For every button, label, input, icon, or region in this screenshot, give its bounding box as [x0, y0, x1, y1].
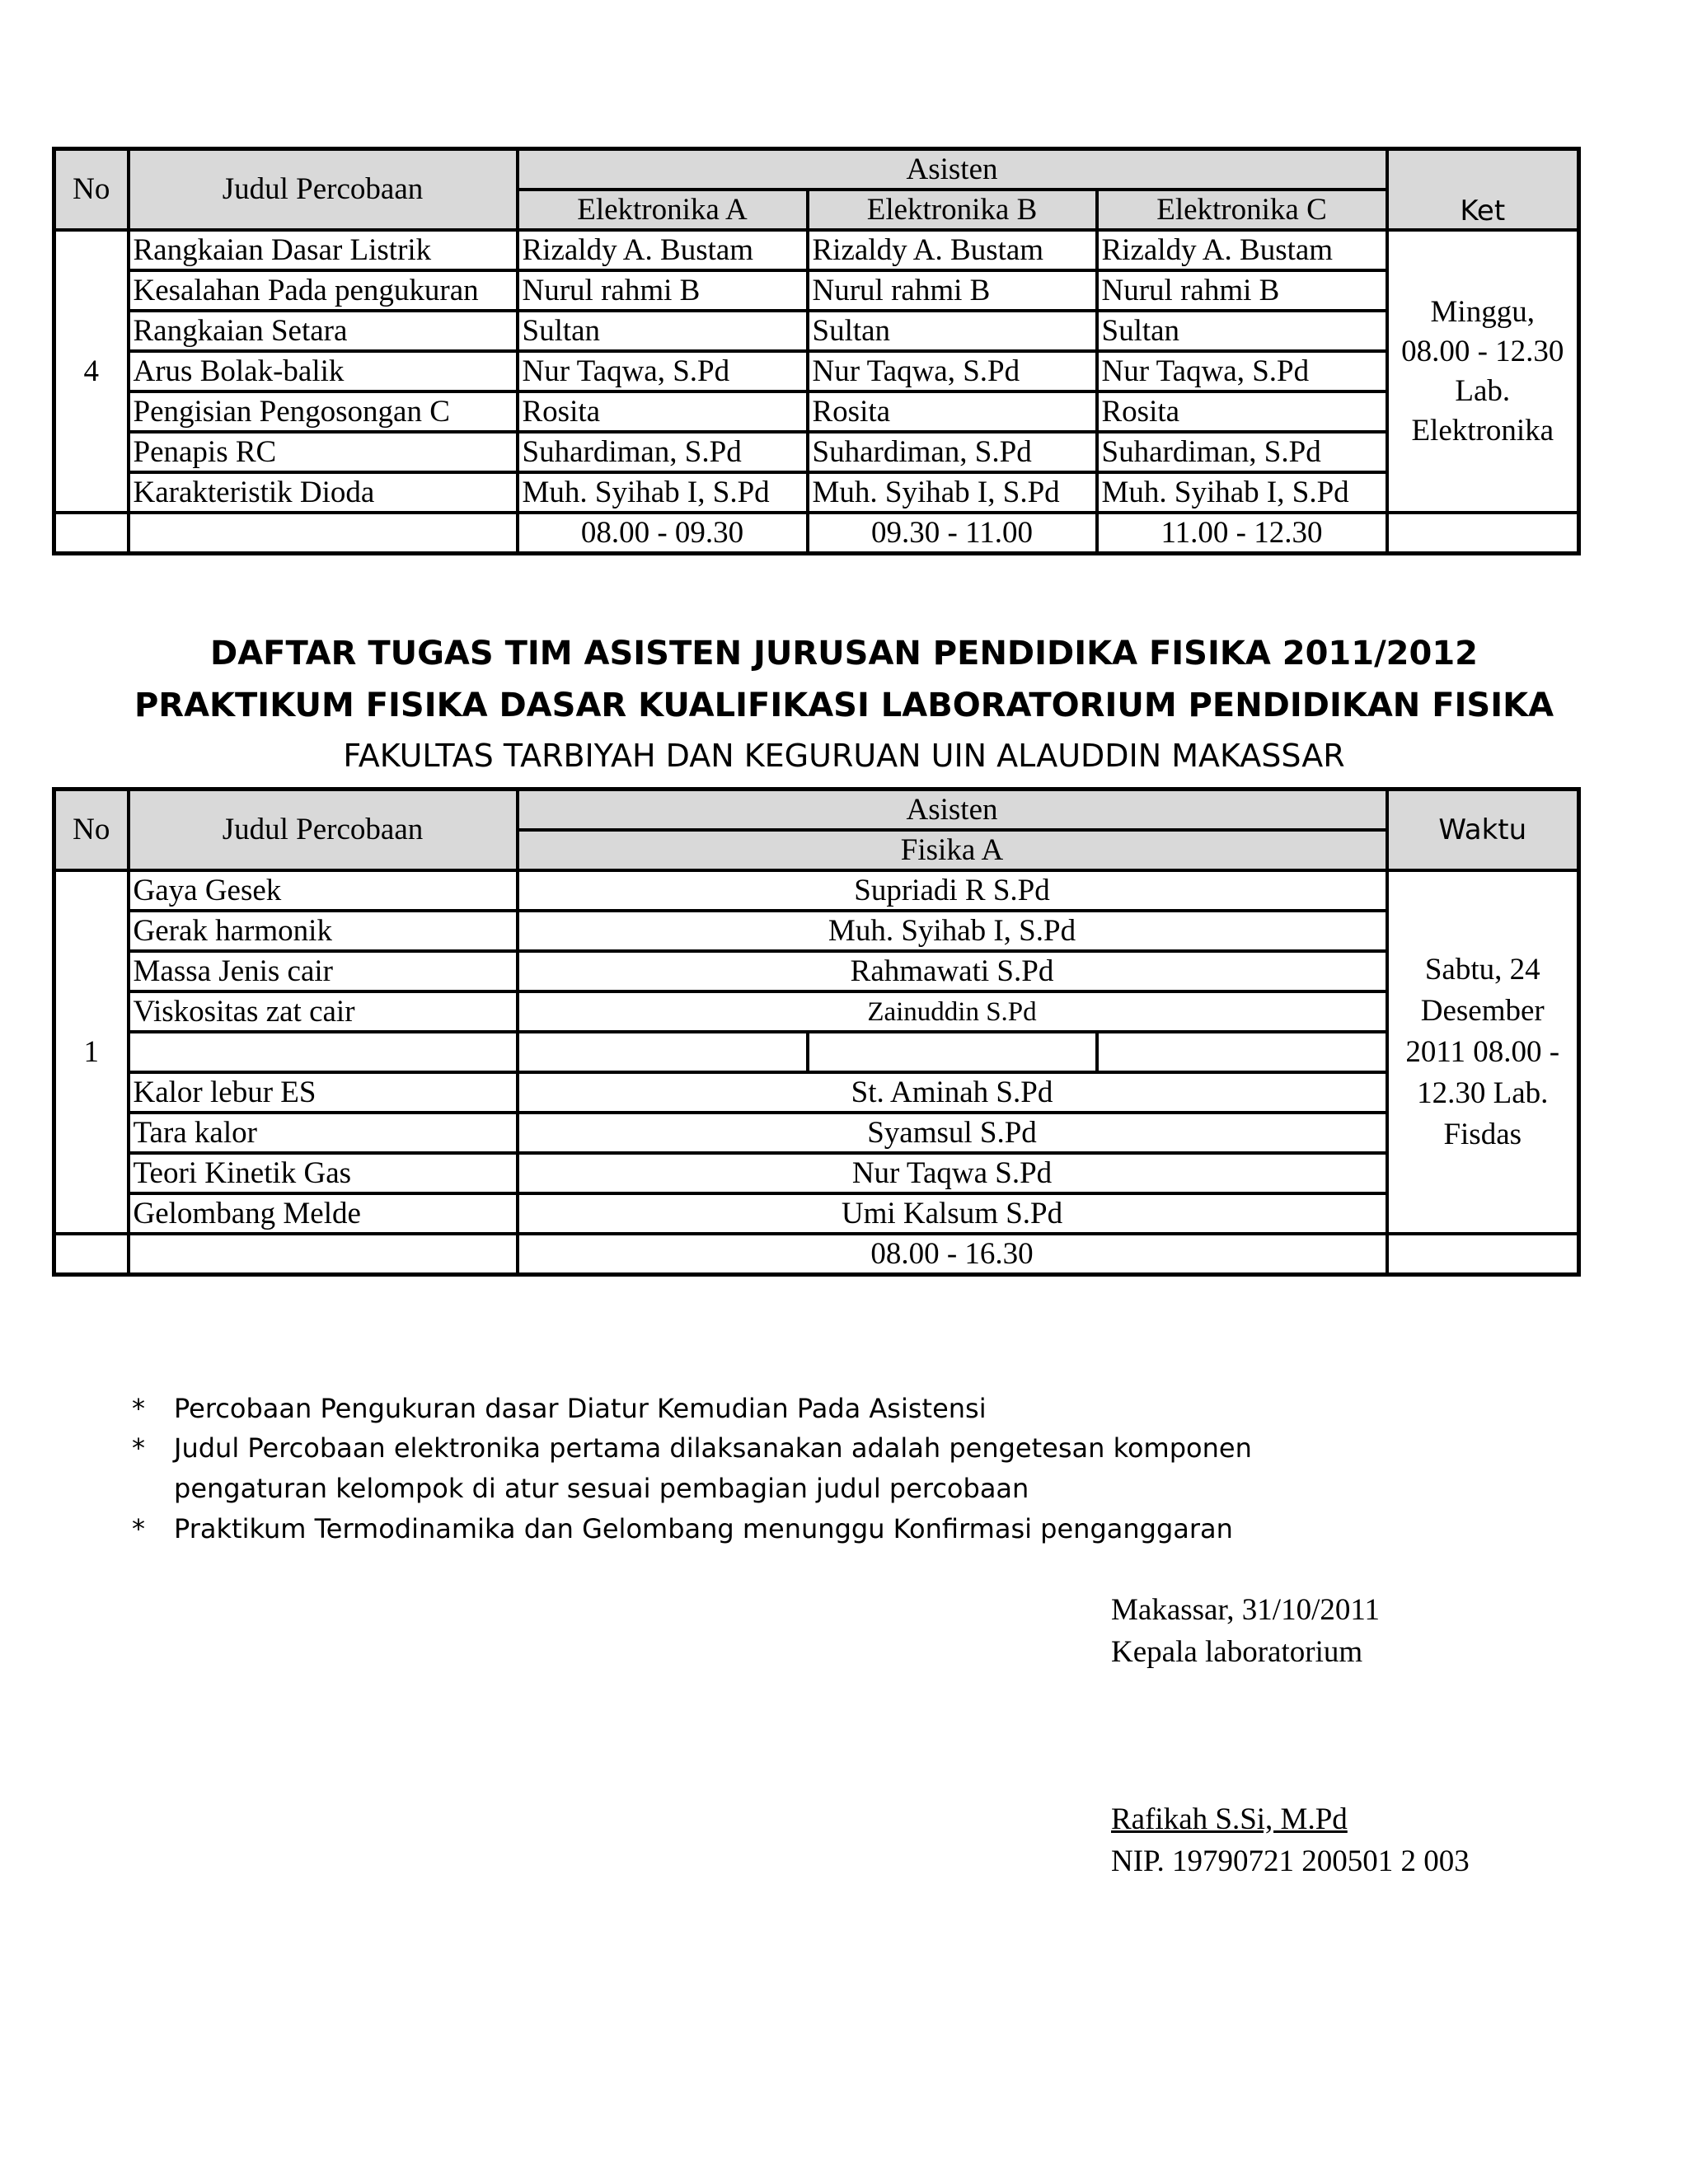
empty-cell: [1387, 1234, 1579, 1275]
document-faculty: FAKULTAS TARBIYAH DAN KEGURUAN UIN ALAUDDIN MAKASSAR: [343, 738, 1345, 774]
asisten-cell: Syamsul S.Pd: [518, 1113, 1387, 1153]
table-row: [54, 230, 1579, 270]
asisten-c-cell: Suhardiman, S.Pd: [1097, 432, 1387, 472]
time-row: [54, 513, 1579, 554]
time-cell-a: 08.00 - 09.30: [518, 513, 808, 554]
bullet-marker: *: [132, 1513, 145, 1544]
header-group-c: Elektronika C: [1097, 190, 1387, 230]
asisten-a-cell: Sultan: [518, 311, 808, 351]
schedule-table-fisika: [52, 787, 1581, 1277]
ket-line: Elektronika: [1411, 413, 1554, 448]
table-row: [54, 1072, 1579, 1113]
table-row: [54, 270, 1579, 311]
asisten-b-cell: Rizaldy A. Bustam: [808, 230, 1097, 270]
empty-cell: [808, 1032, 1097, 1072]
header-asisten: Asisten: [518, 790, 1387, 831]
asisten-b-cell: Muh. Syihab I, S.Pd: [808, 472, 1097, 513]
time-cell-b: 09.30 - 11.00: [808, 513, 1097, 554]
waktu-line: 12.30 Lab.: [1417, 1076, 1549, 1110]
asisten-c-cell: Nurul rahmi B: [1097, 270, 1387, 311]
signature-place-date: Makassar, 31/10/2011: [1111, 1593, 1380, 1627]
waktu-line: Sabtu, 24: [1424, 952, 1540, 987]
table-row: [54, 951, 1579, 991]
table-row: [54, 472, 1579, 513]
header-waktu: Waktu: [1387, 790, 1579, 871]
judul-cell: Gelombang Melde: [129, 1193, 518, 1234]
waktu-line: Desember: [1420, 993, 1545, 1028]
table-row: [54, 1113, 1579, 1153]
empty-cell: [1387, 513, 1579, 554]
schedule-table-elektronika: [52, 147, 1581, 555]
table-row: [54, 991, 1579, 1032]
header-no: No: [54, 790, 129, 871]
ket-line: 08.00 - 12.30: [1401, 334, 1564, 368]
judul-cell: Karakteristik Dioda: [129, 472, 518, 513]
asisten-cell: Supriadi R S.Pd: [518, 870, 1387, 911]
ket-line: Minggu,: [1430, 294, 1535, 329]
empty-cell: [129, 1032, 518, 1072]
asisten-a-cell: Rizaldy A. Bustam: [518, 230, 808, 270]
header-no: No: [54, 149, 129, 231]
waktu-line: Fisdas: [1443, 1117, 1522, 1151]
bullet-marker: *: [132, 1432, 145, 1464]
judul-cell: Gaya Gesek: [129, 870, 518, 911]
empty-cell: [1097, 1032, 1387, 1072]
note-item: Percobaan Pengukuran dasar Diatur Kemudian Pada Asistensi: [174, 1393, 987, 1424]
judul-cell: Massa Jenis cair: [129, 951, 518, 991]
row-number: 4: [54, 230, 129, 513]
empty-cell: [129, 1234, 518, 1275]
judul-cell: Penapis RC: [129, 432, 518, 472]
table-row: [54, 391, 1579, 432]
signature-position: Kepala laboratorium: [1111, 1635, 1363, 1669]
empty-cell: [54, 1234, 129, 1275]
header-judul: Judul Percobaan: [129, 149, 518, 231]
waktu-cell: [1387, 870, 1579, 1234]
asisten-cell: Zainuddin S.Pd: [518, 991, 1387, 1032]
judul-cell: Tara kalor: [129, 1113, 518, 1153]
document-subtitle: PRAKTIKUM FISIKA DASAR KUALIFIKASI LABORATORIUM PENDIDIKAN FISIKA: [134, 687, 1554, 724]
judul-cell: Pengisian Pengosongan C: [129, 391, 518, 432]
judul-cell: Gerak harmonik: [129, 911, 518, 951]
header-ket: Ket: [1387, 149, 1579, 231]
asisten-c-cell: Muh. Syihab I, S.Pd: [1097, 472, 1387, 513]
time-cell-c: 11.00 - 12.30: [1097, 513, 1387, 554]
empty-cell: [54, 513, 129, 554]
asisten-cell: Muh. Syihab I, S.Pd: [518, 911, 1387, 951]
asisten-a-cell: Muh. Syihab I, S.Pd: [518, 472, 808, 513]
table-row: [54, 870, 1579, 911]
asisten-c-cell: Rosita: [1097, 391, 1387, 432]
asisten-b-cell: Nurul rahmi B: [808, 270, 1097, 311]
empty-row: [54, 1032, 1579, 1072]
table-row: [54, 1153, 1579, 1193]
signature-nip: NIP. 19790721 200501 2 003: [1111, 1844, 1470, 1878]
empty-cell: [518, 1032, 808, 1072]
row-number: 1: [54, 870, 129, 1234]
note-item: Praktikum Termodinamika dan Gelombang menunggu Konfirmasi penganggaran: [174, 1513, 1233, 1544]
judul-cell: Teori Kinetik Gas: [129, 1153, 518, 1193]
asisten-c-cell: Sultan: [1097, 311, 1387, 351]
header-group-b: Elektronika B: [808, 190, 1097, 230]
ket-line: Lab.: [1455, 373, 1511, 408]
header-group-fisika-a: Fisika A: [518, 830, 1387, 870]
judul-cell: Kesalahan Pada pengukuran: [129, 270, 518, 311]
asisten-b-cell: Rosita: [808, 391, 1097, 432]
table-row: [54, 1193, 1579, 1234]
header-asisten: Asisten: [518, 149, 1387, 190]
header-judul: Judul Percobaan: [129, 790, 518, 871]
asisten-c-cell: Nur Taqwa, S.Pd: [1097, 351, 1387, 391]
time-cell: 08.00 - 16.30: [518, 1234, 1387, 1275]
asisten-a-cell: Rosita: [518, 391, 808, 432]
table-row: [54, 311, 1579, 351]
judul-cell: Kalor lebur ES: [129, 1072, 518, 1113]
signature-name: Rafikah S.Si, M.Pd: [1111, 1802, 1348, 1836]
asisten-b-cell: Nur Taqwa, S.Pd: [808, 351, 1097, 391]
asisten-a-cell: Nur Taqwa, S.Pd: [518, 351, 808, 391]
asisten-c-cell: Rizaldy A. Bustam: [1097, 230, 1387, 270]
asisten-cell: St. Aminah S.Pd: [518, 1072, 1387, 1113]
judul-cell: Arus Bolak-balik: [129, 351, 518, 391]
judul-cell: Rangkaian Dasar Listrik: [129, 230, 518, 270]
document-title: DAFTAR TUGAS TIM ASISTEN JURUSAN PENDIDIKA FISIKA 2011/2012: [209, 635, 1479, 673]
note-item: Judul Percobaan elektronika pertama dilaksanakan adalah pengetesan komponen: [174, 1432, 1252, 1464]
asisten-cell: Rahmawati S.Pd: [518, 951, 1387, 991]
table-row: [54, 911, 1579, 951]
asisten-b-cell: Sultan: [808, 311, 1097, 351]
note-item: pengaturan kelompok di atur sesuai pembagian judul percobaan: [174, 1473, 1029, 1504]
bullet-marker: *: [132, 1393, 145, 1424]
asisten-cell: Umi Kalsum S.Pd: [518, 1193, 1387, 1234]
judul-cell: Rangkaian Setara: [129, 311, 518, 351]
ket-cell: [1387, 230, 1579, 513]
header-group-a: Elektronika A: [518, 190, 808, 230]
empty-cell: [129, 513, 518, 554]
table-row: [54, 351, 1579, 391]
asisten-a-cell: Suhardiman, S.Pd: [518, 432, 808, 472]
waktu-line: 2011 08.00 -: [1405, 1034, 1560, 1069]
asisten-a-cell: Nurul rahmi B: [518, 270, 808, 311]
time-row: [54, 1234, 1579, 1275]
table-row: [54, 432, 1579, 472]
asisten-b-cell: Suhardiman, S.Pd: [808, 432, 1097, 472]
judul-cell: Viskositas zat cair: [129, 991, 518, 1032]
asisten-cell: Nur Taqwa S.Pd: [518, 1153, 1387, 1193]
